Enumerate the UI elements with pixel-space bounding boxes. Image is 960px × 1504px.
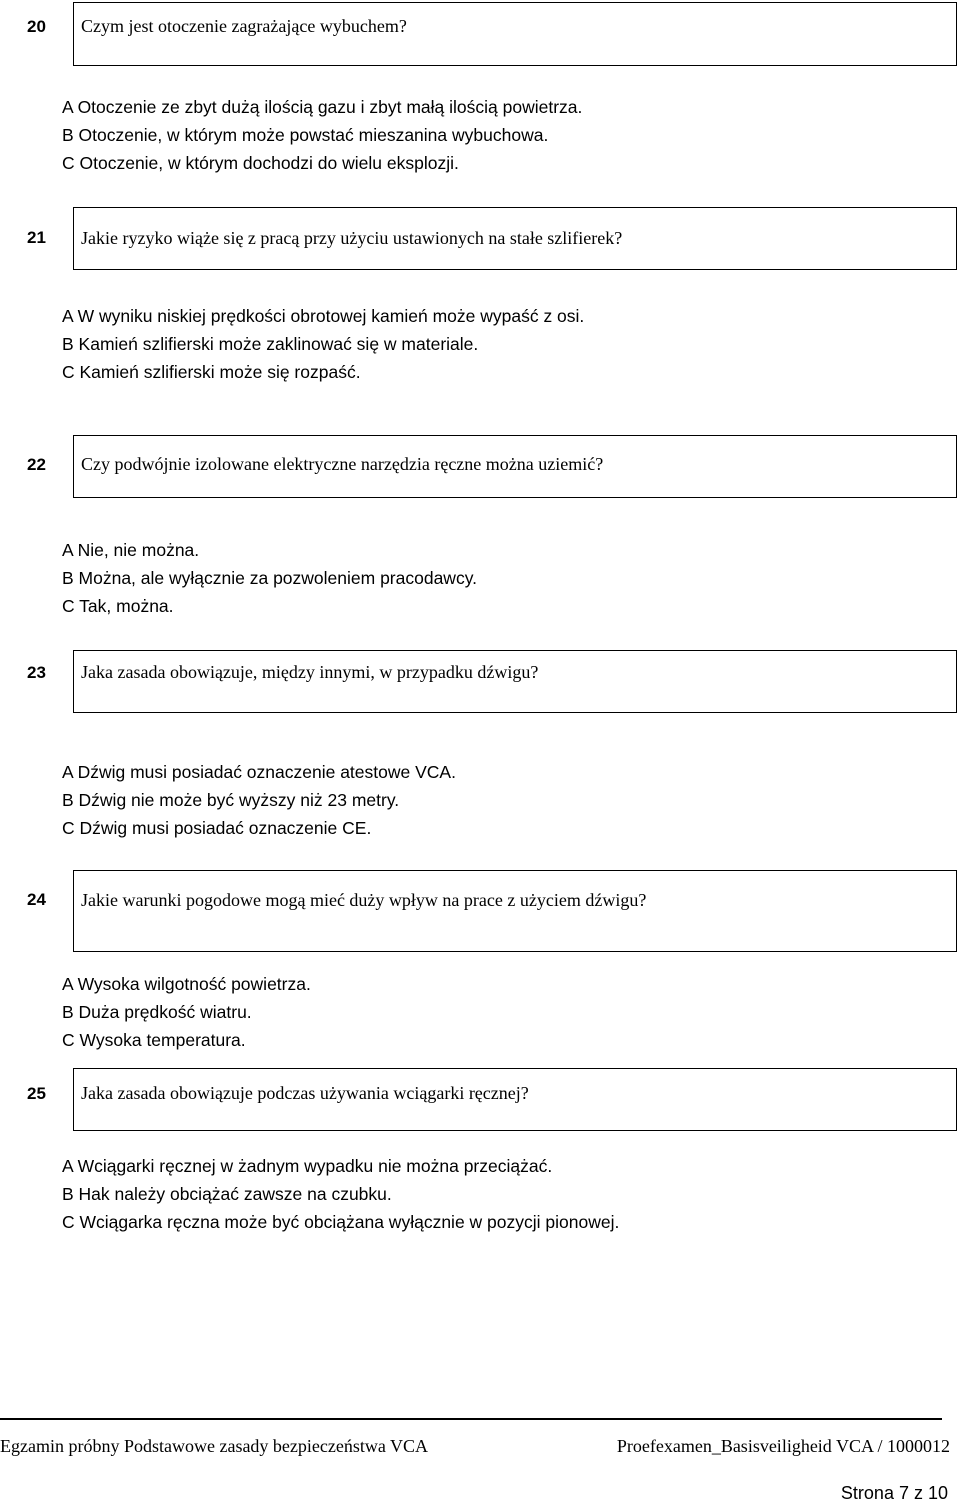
answer-c: C Dźwig musi posiadać oznaczenie CE. (62, 818, 372, 838)
answer-list (62, 970, 311, 1054)
answer-a: A Wysoka wilgotność powietrza. (62, 974, 311, 994)
question-text: Czy podwójnie izolowane elektryczne narzędzia ręczne można uziemić? (73, 435, 957, 498)
answer-b: B Otoczenie, w którym może powstać mieszanina wybuchowa. (62, 125, 549, 145)
answer-a: A Otoczenie ze zbyt dużą ilością gazu i zbyt małą ilością powietrza. (62, 97, 583, 117)
answer-list (62, 536, 477, 620)
answer-a: A Wciągarki ręcznej w żadnym wypadku nie można przeciążać. (62, 1156, 553, 1176)
answer-c: C Wciągarka ręczna może być obciążana wyłącznie w pozycji pionowej. (62, 1212, 620, 1232)
answer-b: B Dźwig nie może być wyższy niż 23 metry. (62, 790, 400, 810)
question-text: Czym jest otoczenie zagrażające wybuchem? (73, 2, 957, 66)
question-text: Jaka zasada obowiązuje podczas używania wciągarki ręcznej? (73, 1068, 957, 1131)
question-text: Jakie ryzyko wiąże się z pracą przy użyciu ustawionych na stałe szlifierek? (73, 207, 957, 270)
answer-c: C Wysoka temperatura. (62, 1030, 246, 1050)
answer-a: A W wyniku niskiej prędkości obrotowej kamień może wypaść z osi. (62, 306, 585, 326)
answer-b: B Można, ale wyłącznie za pozwoleniem pracodawcy. (62, 568, 478, 588)
answer-list (62, 1152, 619, 1236)
answer-a: A Dźwig musi posiadać oznaczenie atestowe VCA. (62, 762, 456, 782)
question-number: 24 (27, 890, 46, 909)
question-text: Jaka zasada obowiązuje, między innymi, w przypadku dźwigu? (73, 650, 957, 713)
footer-exam-title: Egzamin próbny Podstawowe zasady bezpieczeństwa VCA (0, 1436, 429, 1456)
answer-b: B Kamień szlifierski może zaklinować się w materiale. (62, 334, 479, 354)
answer-b: B Duża prędkość wiatru. (62, 1002, 252, 1022)
question-text: Jakie warunki pogodowe mogą mieć duży wpływ na prace z użyciem dźwigu? (73, 870, 957, 952)
question-number: 21 (27, 228, 46, 247)
answer-list (62, 302, 584, 386)
answer-list (62, 93, 582, 177)
answer-a: A Nie, nie można. (62, 540, 200, 560)
answer-c: C Tak, można. (62, 596, 174, 616)
page-number: Strona 7 z 10 (840, 1483, 948, 1503)
question-number: 25 (27, 1084, 46, 1103)
question-number: 22 (27, 455, 46, 474)
question-number: 23 (27, 663, 46, 682)
answer-list (62, 758, 456, 842)
question-number: 20 (27, 17, 46, 36)
answer-c: C Otoczenie, w którym dochodzi do wielu eksplozji. (62, 153, 459, 173)
answer-c: C Kamień szlifierski może się rozpaść. (62, 362, 361, 382)
footer-divider (0, 1418, 942, 1420)
answer-b: B Hak należy obciążać zawsze na czubku. (62, 1184, 392, 1204)
footer-exam-code: Proefexamen_Basisveiligheid VCA / 1000012 (616, 1436, 950, 1456)
